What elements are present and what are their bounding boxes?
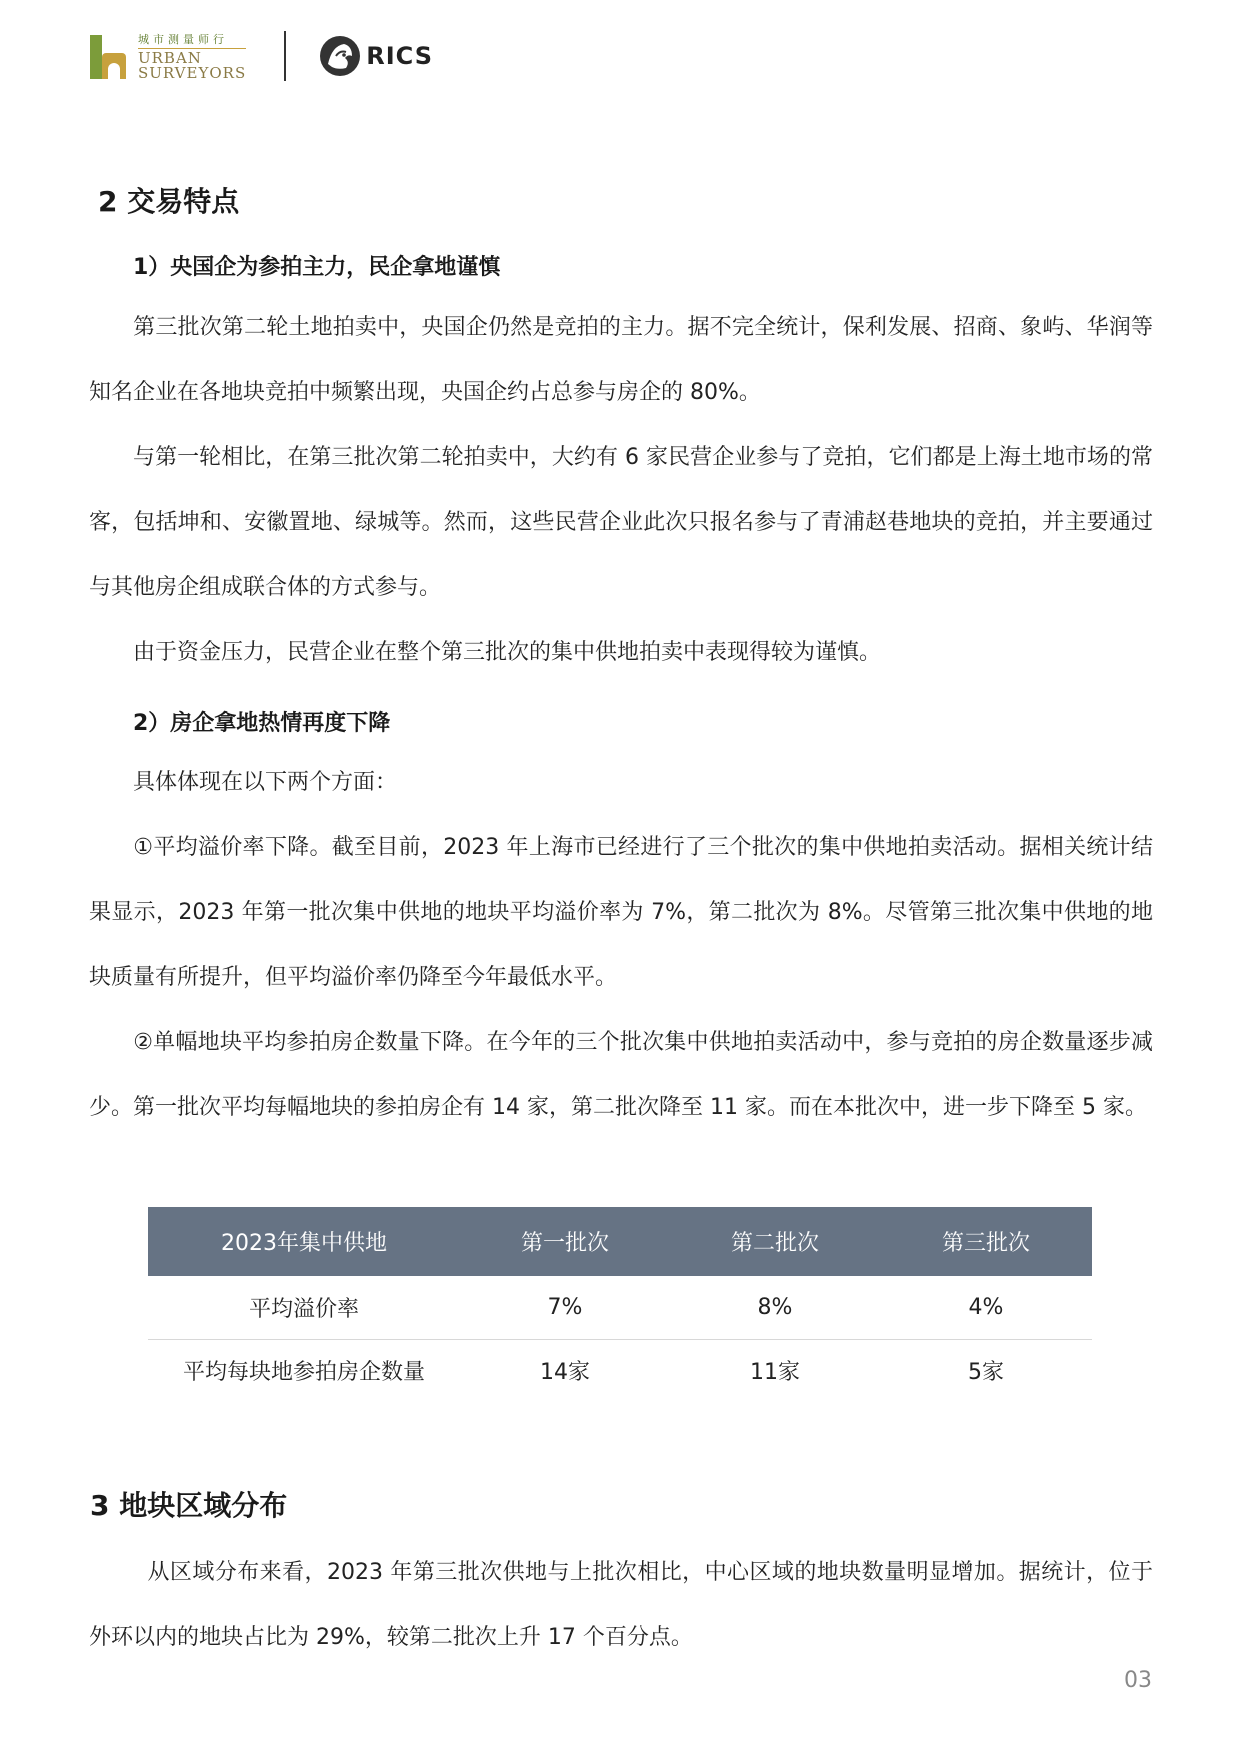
paragraph: ②单幅地块平均参拍房企数量下降。在今年的三个批次集中供地拍卖活动中，参与竞拍的房企数量逐步减少。第一批次平均每幅地块的参拍房企有 14 家，第二批次降至 11 家。而在本批次中，进一步下降至 5 家。 (89, 1030, 1153, 1120)
table-header-row (148, 1207, 1092, 1276)
paragraph: 第三批次第二轮土地拍卖中，央国企仍然是竞拍的主力。据不完全统计，保利发展、招商、象屿、华润等知名企业在各地块竞拍中频繁出现，央国企约占总参与房企的 80%。 (89, 315, 1153, 405)
table-cell: 平均每块地参拍房企数量 (182, 1360, 425, 1386)
table-row (148, 1276, 1092, 1339)
section-3-heading: 3 地块区域分布 (90, 1489, 288, 1522)
paragraph: 与第一轮相比，在第三批次第二轮拍卖中，大约有 6 家民营企业参与了竞拍，它们都是上海土地市场的常客，包括坤和、安徽置地、绿城等。然而，这些民营企业此次只报名参与了青浦赵巷地块的竞拍，并主要通过与其他房企组成联合体的方式参与。 (89, 445, 1153, 600)
paragraph: 具体体现在以下两个方面： (133, 770, 398, 795)
table-cell: 14家 (540, 1360, 590, 1386)
table-cell: 5家 (968, 1360, 1004, 1386)
rics-lion-icon (318, 34, 362, 78)
table-header-cell: 第一批次 (460, 1207, 670, 1276)
table-cell: 7% (460, 1276, 670, 1339)
table-row (148, 1339, 1092, 1402)
paragraph: 由于资金压力，民营企业在整个第三批次的集中供地拍卖中表现得较为谨慎。 (133, 640, 882, 665)
rics-logo (318, 34, 433, 78)
subsection-1-heading: 1）央国企为参拍主力，民企拿地谨慎 (133, 255, 501, 280)
urban-surveyors-logo (90, 31, 246, 81)
paragraph: ①平均溢价率下降。截至目前，2023 年上海市已经进行了三个批次的集中供地拍卖活动。据相关统计结果显示，2023 年第一批次集中供地的地块平均溢价率为 7%，第二批次为 8%。尽管第三批次集中供地的地块质量有所提升，但平均溢价率仍降至今年最低水平。 (89, 835, 1153, 990)
table-cell: 11家 (750, 1360, 800, 1386)
logo-divider (284, 31, 286, 81)
table-cell: 8% (670, 1276, 880, 1339)
section-2-heading: 2 交易特点 (98, 185, 240, 218)
page-header (90, 26, 433, 86)
page-number: 03 (1124, 1668, 1152, 1693)
land-supply-table (148, 1207, 1092, 1402)
table-header-cell: 第二批次 (670, 1207, 880, 1276)
table-header-cell: 第三批次 (880, 1207, 1092, 1276)
rics-wordmark: RICS (366, 42, 433, 70)
table-cell: 4% (880, 1276, 1092, 1339)
logo-english-line1: URBAN (138, 49, 202, 67)
urban-surveyors-logo-icon (90, 33, 128, 79)
paragraph: 从区域分布来看，2023 年第三批次供地与上批次相比，中心区域的地块数量明显增加。据统计，位于外环以内的地块占比为 29%，较第二批次上升 17 个百分点。 (89, 1560, 1153, 1650)
subsection-2-heading: 2）房企拿地热情再度下降 (133, 711, 391, 736)
logo-chinese-name: 城市测量师行 (138, 31, 246, 49)
logo-english-line2: SURVEYORS (138, 64, 247, 82)
table-cell: 平均溢价率 (148, 1276, 460, 1339)
table-header-cell: 2023年集中供地 (148, 1207, 460, 1276)
